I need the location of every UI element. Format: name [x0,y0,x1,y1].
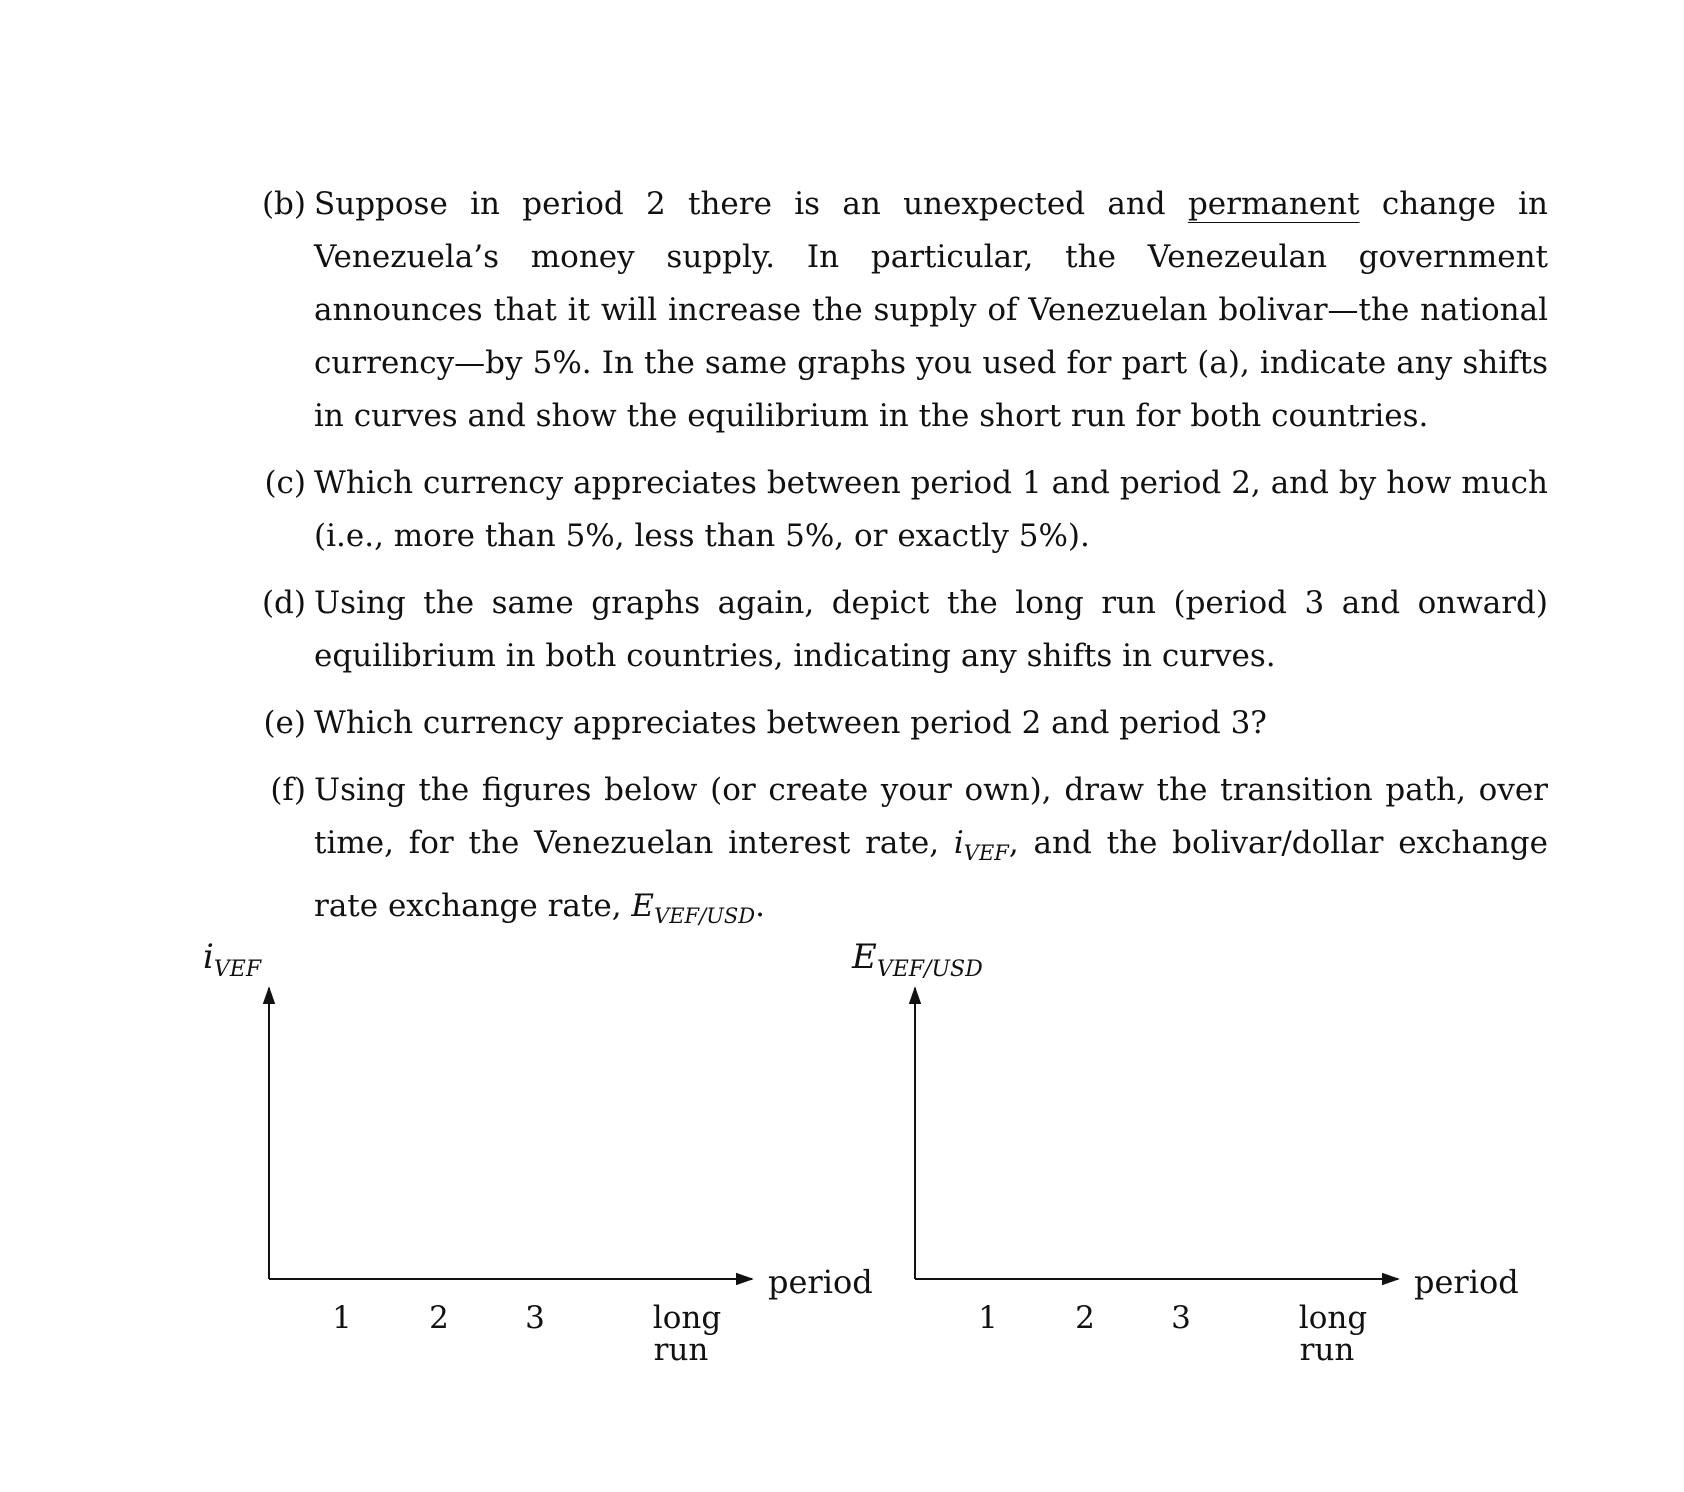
problem-text [314,764,1548,943]
problem-item [248,697,1548,750]
y-axis-title: $i_{VEF}$ [203,937,262,982]
problem-label: (b) [261,186,306,222]
math-base: i [953,825,964,861]
text-segment: , and the bolivar/dollar exchange rate exchange rate, [314,825,1548,924]
tick-label: run [653,1332,709,1368]
text-segment: Which currency appreciates between period 2 and period 3? [314,705,1267,741]
y-axis-title: $E_{VEF/USD}$ [852,937,983,982]
x-axis-title: period [1414,1263,1519,1301]
interest-rate-graph[interactable] [203,937,873,1368]
text-segment: Suppose in period 2 there is an unexpected and [314,186,1188,222]
problem-text [314,577,1548,683]
math-symbol [631,888,756,928]
tick-label: 2 [429,1300,449,1336]
text-segment: Using the same graphs again, depict the long run (period 3 and onward) equilibrium in both countries, indicating any shifts in curves. [314,585,1548,674]
problem-label: (e) [263,705,306,741]
tick-label: 2 [1075,1300,1095,1336]
text-segment: Which currency appreciates between period 1 and period 2, and by how much (i.e., more than 5%, less than 5%, or exactly 5%). [314,465,1548,554]
problem-item [248,764,1548,943]
problem-text [314,457,1548,563]
tick-label: long [1298,1300,1368,1336]
tick-label: run [1299,1332,1355,1368]
problem-label: (d) [261,585,306,621]
problem-list [248,178,1548,957]
tick-label: 3 [1171,1300,1191,1336]
problem-item [248,178,1548,443]
text-segment: Using the figures below (or create your own), draw the transition path, over time, for the Venezuelan interest rate, [314,772,1548,861]
math-subscript: VEF [963,841,1009,865]
problem-item [248,457,1548,563]
tick-label: long [652,1300,722,1336]
problem-label: (c) [264,465,306,501]
tick-label: 1 [978,1300,998,1336]
tick-label: 1 [332,1300,352,1336]
x-axis-title: period [768,1263,873,1301]
tick-label: 3 [525,1300,545,1336]
math-subscript: VEF/USD [654,904,756,928]
problem-label: (f) [270,772,306,808]
text-segment: . [755,888,765,924]
problem-text [314,697,1548,750]
exchange-rate-graph[interactable] [851,937,1519,1368]
emphasized-word: permanent [1187,186,1360,222]
math-symbol [953,825,1009,865]
math-base: E [631,888,655,924]
problem-item [248,577,1548,683]
text-segment: change in Venezuela’s money supply. In particular, the Venezeulan government announces that it will increase the supply of Venezuelan bolivar—the national currency—by 5%. In the same graphs you used for part (a), indicate any shifts in curves and show the equilibrium in the short run for both countries. [314,186,1548,434]
problem-text [314,178,1548,443]
